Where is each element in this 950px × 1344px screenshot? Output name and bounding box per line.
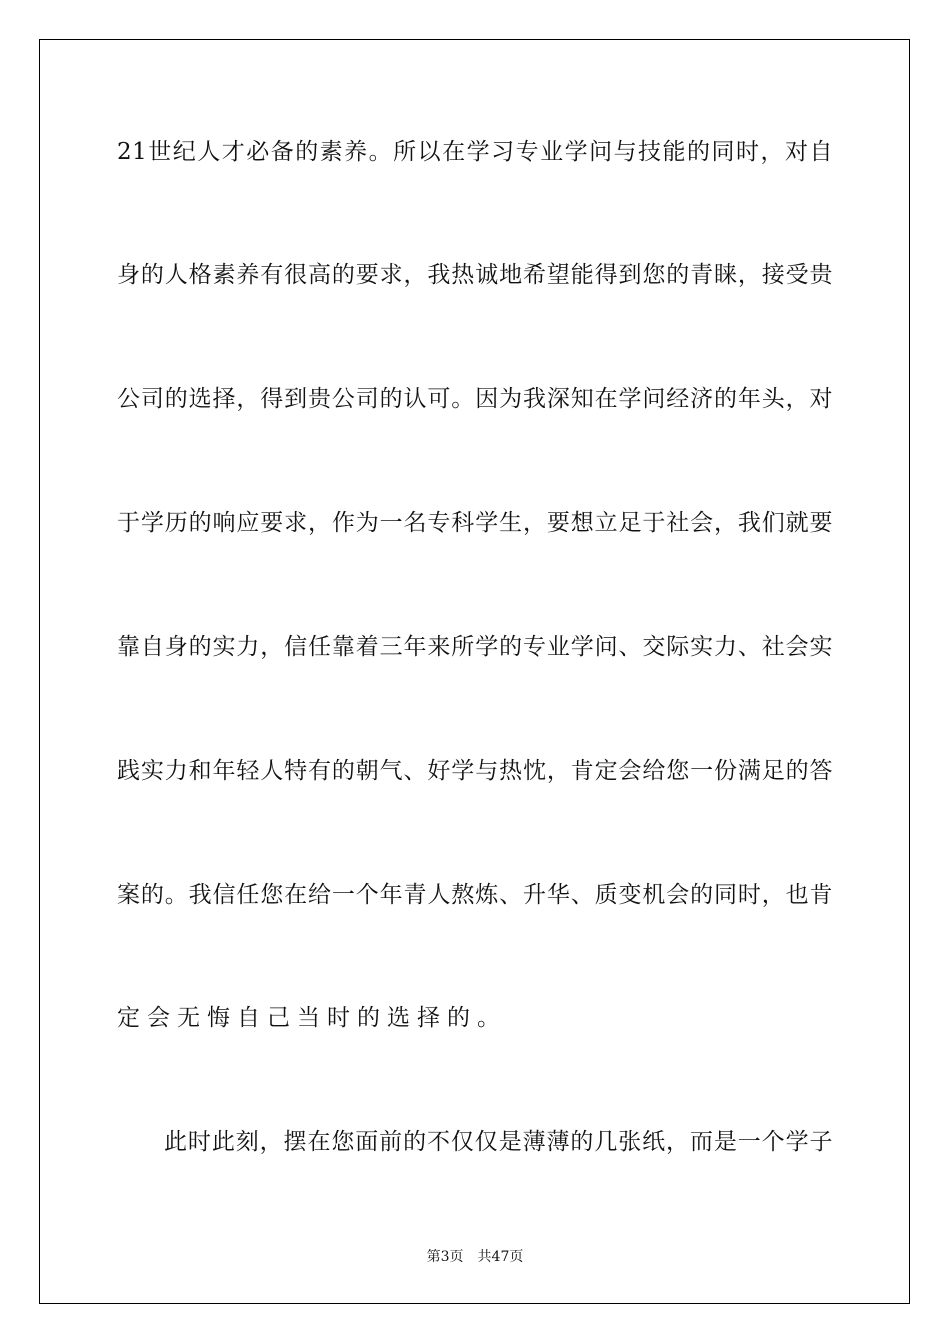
paragraph-line-4: 于学历的响应要求，作为一名专科学生，要想立足于社会，我们就要 — [117, 510, 833, 536]
paragraph-line-1: 21世纪人才必备的素养。所以在学习专业学问与技能的同时，对自 — [117, 139, 833, 165]
paragraph-line-7: 案的。我信任您在给一个年青人熬炼、升华、质变机会的同时，也肯 — [117, 882, 833, 908]
page-footer — [0, 1248, 950, 1266]
paragraph-line-2: 身的人格素养有很高的要求，我热诚地希望能得到您的青睐，接受贵 — [117, 262, 833, 288]
page-number-total: 共47页 — [477, 1249, 524, 1265]
paragraph-line-5: 靠自身的实力，信任靠着三年来所学的专业学问、交际实力、社会实 — [117, 634, 833, 660]
page-border — [39, 39, 910, 1304]
paragraph-line-3: 公司的选择，得到贵公司的认可。因为我深知在学问经济的年头，对 — [117, 386, 833, 412]
paragraph-line-6: 践实力和年轻人特有的朝气、好学与热忱，肯定会给您一份满足的答 — [117, 758, 833, 784]
paragraph-line-9: 此时此刻，摆在您面前的不仅仅是薄薄的几张纸，而是一个学子 — [164, 1129, 833, 1155]
paragraph-line-8: 定会无悔自己当时的选择的。 — [117, 1005, 507, 1031]
page-number-current: 第3页 — [426, 1249, 464, 1265]
